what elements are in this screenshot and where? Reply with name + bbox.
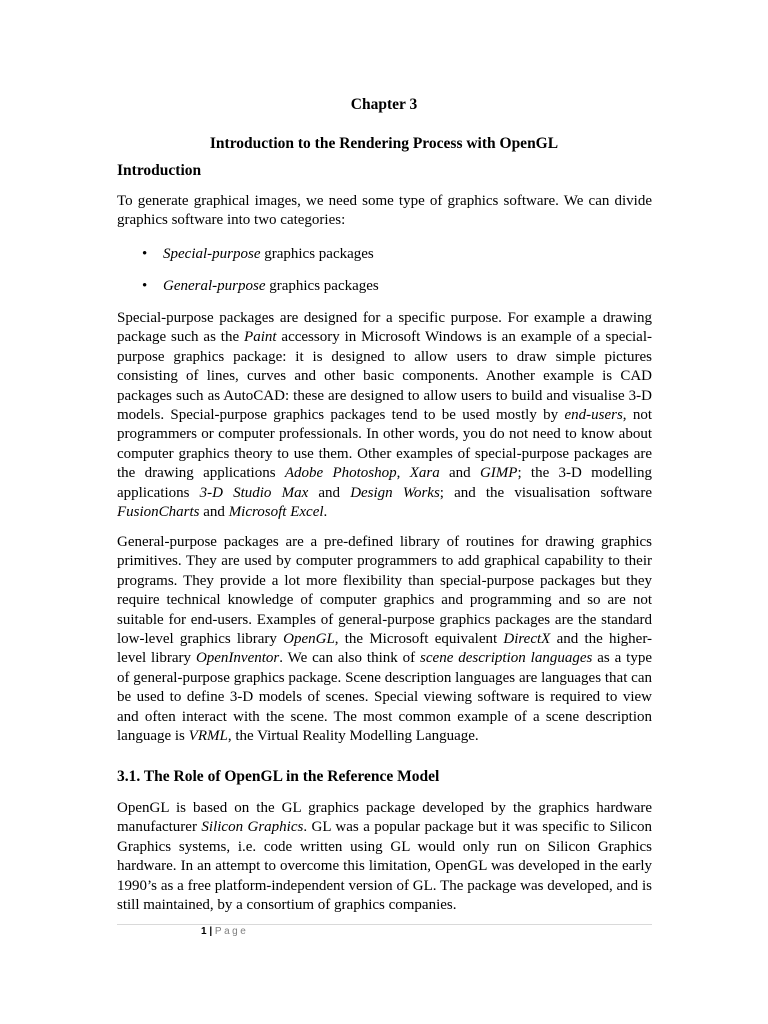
text-run: OpenGL is based on the GL graphics package developed by the graphics hardware manufacturer [117,800,652,836]
text-run: ; and the visualisation software [439,484,652,501]
bullet-item-special [142,245,374,264]
text-run: and [199,504,229,521]
text-run: ; the 3-D modelling applications [117,465,652,501]
bullet-rest: graphics packages [265,278,379,294]
chapter-label: Chapter 3 [350,96,418,113]
text-run: . We can also think of [279,650,421,667]
emphasis-text: Design Works [350,484,440,501]
emphasis-text: end-users [564,407,623,424]
text-run: and [439,465,480,482]
emphasis-text: OpenGL [283,631,335,648]
section-heading: 3.1. The Role of OpenGL in the Reference Model [117,768,440,785]
text-run: , the Microsoft equivalent [334,631,504,648]
emphasis-text: GIMP [479,465,518,482]
text-run: General-purpose packages are a pre-defined library of routines for drawing graphics primitives. They are used by computer programmers to add graphical capability to their programs. They provide a lot more flexibility than special-purpose packages but they require technical knowledge of computer graphics and programming and so are not suitable for end-users. Examples of general-purpose graphics packages are the standard low-level graphics library [117,534,652,648]
chapter-title: Introduction to the Rendering Process with OpenGL [209,135,559,152]
page-number: 1 [201,926,207,937]
special-purpose-paragraph [117,309,652,522]
intro-heading: Introduction [117,162,202,179]
page-word: Page [214,926,249,937]
text-run: and [308,484,351,501]
emphasis-text: scene description languages [420,650,593,667]
emphasis-text: Microsoft Excel [228,504,324,521]
page-separator: | [206,926,215,937]
opengl-paragraph [117,799,652,915]
emphasis-text: Silicon Graphics [201,819,304,836]
emphasis-text: FusionCharts [117,504,200,521]
intro-paragraph: To generate graphical images, we need some type of graphics software. We can divide graphics software into two categories: [117,193,652,229]
text-run: , the Virtual Reality Modelling Language. [227,728,479,745]
footer-divider [117,924,652,925]
bullet-em: Special-purpose [163,246,261,262]
emphasis-text: Paint [244,329,277,346]
text-run: as a type of general-purpose graphics package. Scene description languages are languages that can be used to define 3-D models of scenes. Special viewing software is required to view and often interact with the scene. The most common example of a scene description language is [117,650,652,745]
emphasis-text: 3-D Studio Max [199,484,309,501]
text-run: , [396,465,410,482]
emphasis-text: OpenInventor [195,650,280,667]
emphasis-text: DirectX [503,631,551,648]
emphasis-text: Xara [409,465,440,482]
bullet-dot: • [142,246,148,262]
bullet-em: General-purpose [163,278,266,294]
text-run: , not programmers or computer professionals. In other words, you do not need to know about computer graphics theory to use them. Other examples of special-purpose packages are the drawing applications [117,407,652,482]
text-run: Special-purpose packages are designed for a specific purpose. For example a drawing package such as the [117,310,652,346]
text-run: . [323,504,328,521]
general-purpose-paragraph [117,533,652,746]
text-run: and the higher-level library [117,631,653,667]
emphasis-text: VRML [188,728,228,745]
bullet-dot: • [142,278,148,294]
text-run: . GL was a popular package but it was specific to Silicon Graphics systems, i.e. code written using GL would only run on Silicon Graphics hardware. In an attempt to overcome this limitation, OpenGL was developed in the early 1990’s as a free platform-independent version of GL. The package was developed, and is still maintained, by a consortium of graphics companies. [117,819,653,914]
emphasis-text: Adobe Photoshop [284,465,397,482]
text-run: accessory in Microsoft Windows is an example of a special-purpose graphics package: it is designed to allow users to draw simple pictures consisting of lines, curves and other basic components. Another example is CAD packages such as AutoCAD: these are designed to allow users to build and visualise 3-D models. Special-purpose graphics packages tend to be used mostly by [117,329,652,424]
bullet-item-general [142,277,379,296]
page-footer [201,926,248,937]
bullet-rest: graphics packages [260,246,374,262]
